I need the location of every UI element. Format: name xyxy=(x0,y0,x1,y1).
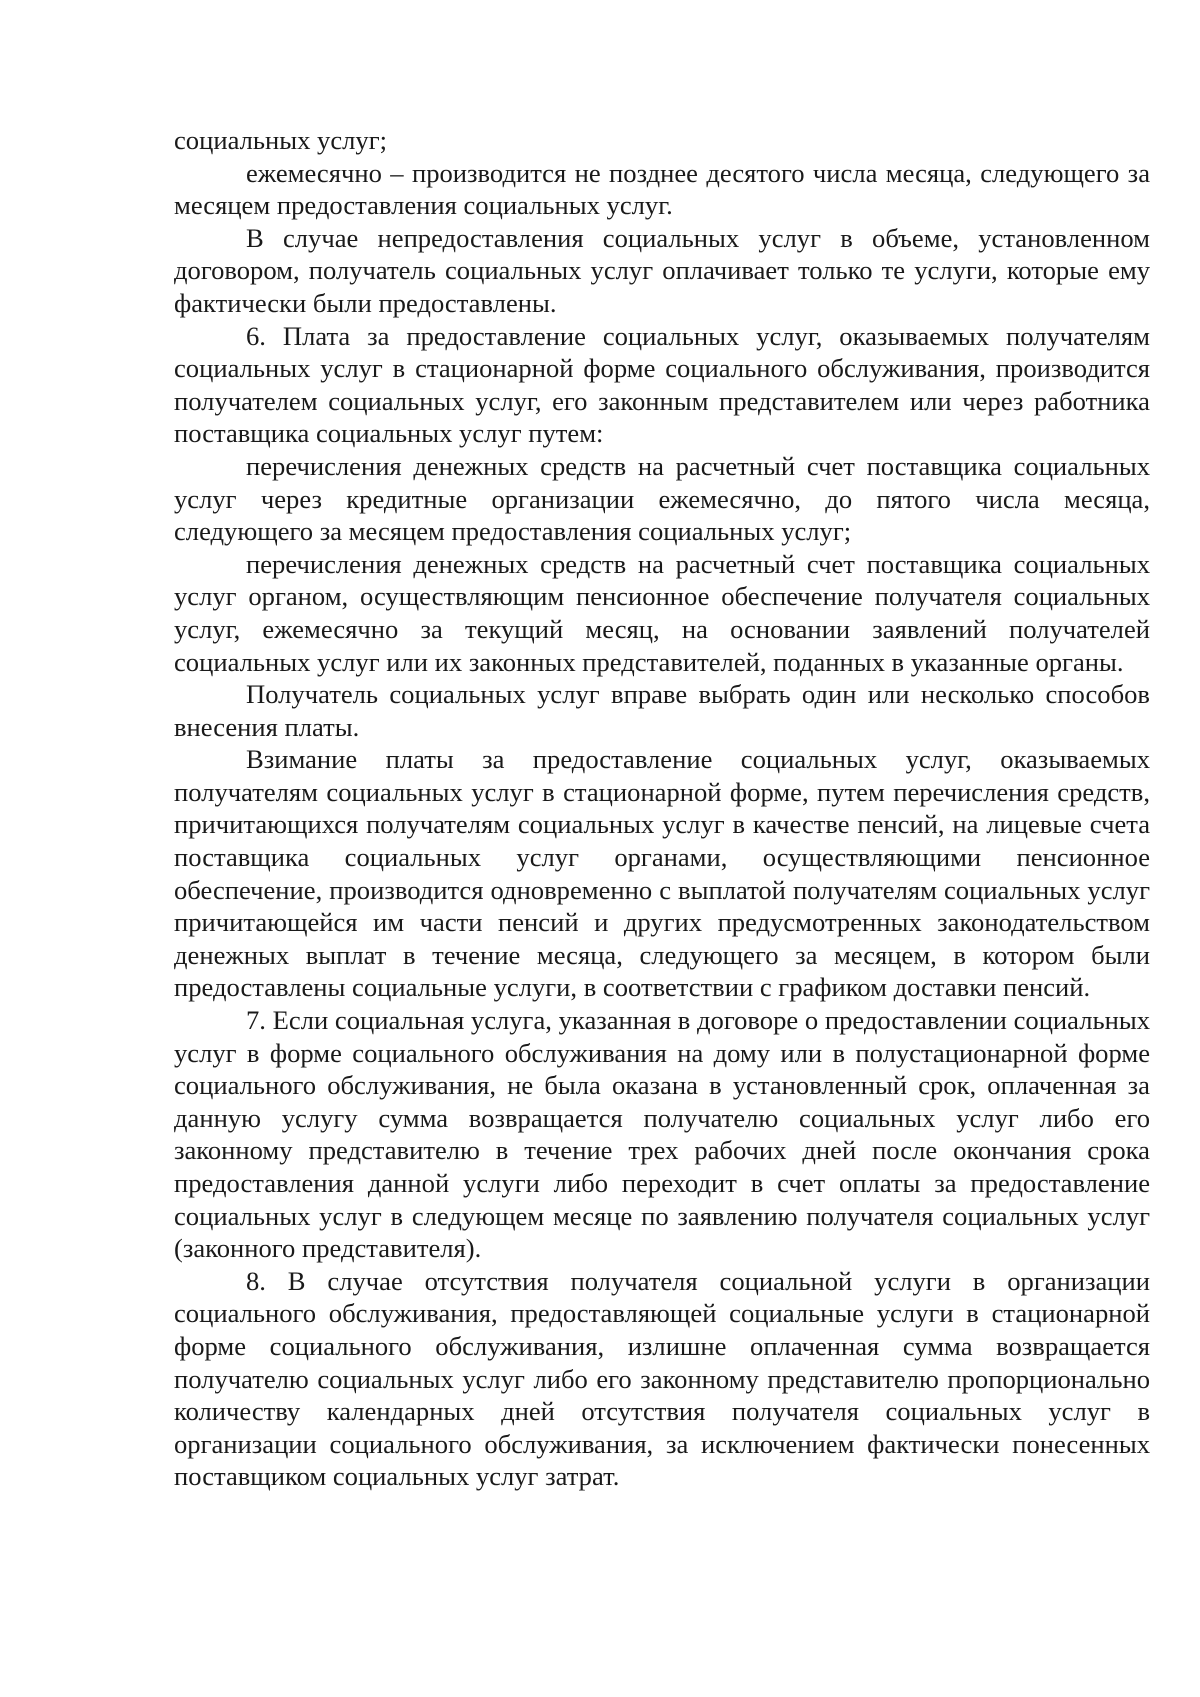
paragraph-partial-services: В случае непредоставления социальных услуг в объеме, установленном договором, получатель социальных услуг оплачивает только те услуги, которые ему фактически были предоставлены. xyxy=(174,222,1150,318)
document-body xyxy=(174,124,1150,1493)
paragraph-transfer-credit-org: перечисления денежных средств на расчетный счет поставщика социальных услуг через кредитные организации ежемесячно, до пятого числа месяца, следующего за месяцем предоставления социальных услуг; xyxy=(174,450,1150,547)
paragraph-transfer-pension-body: перечисления денежных средств на расчетный счет поставщика социальных услуг органом, осуществляющим пенсионное обеспечение получателя социальных услуг, ежемесячно за текущий месяц, на основании заявлений получателей социальных услуг или их законных представителей, поданных в указанные органы. xyxy=(174,548,1150,677)
paragraph-continuation: социальных услуг; xyxy=(174,125,388,155)
paragraph-item-6: 6. Плата за предоставление социальных услуг, оказываемых получателям социальных услуг в стационарной форме социального обслуживания, производится получателем социальных услуг, его законным представителем или через работника поставщика социальных услуг путем: xyxy=(174,320,1150,449)
paragraph-item-7: 7. Если социальная услуга, указанная в договоре о предоставлении социальных услуг в форме социального обслуживания на дому или в полустационарной форме социального обслуживания, не была оказана в установленный срок, оплаченная за данную услугу сумма возвращается получателю социальных услуг либо его законному представителю в течение трех рабочих дней после окончания срока предоставления данной услуги либо переходит в счет оплаты за предоставление социальных услуг в следующем месяце по заявлению получателя социальных услуг (законного представителя). xyxy=(174,1005,1150,1264)
paragraph-item-8: 8. В случае отсутствия получателя социальной услуги в организации социального обслуживания, предоставляющей социальные услуги в стационарной форме социального обслуживания, излишне оплаченная сумма возвращается получателю социальных услуг либо его законному представителю пропорционально количеству календарных дней отсутствия получателя социальных услуг в организации социального обслуживания, за исключением фактически понесенных поставщиком социальных услуг затрат. xyxy=(174,1265,1150,1492)
paragraph-payment-methods: Получатель социальных услуг вправе выбрать один или несколько способов внесения платы. xyxy=(174,679,1150,742)
paragraph-monthly-payment: ежемесячно – производится не позднее десятого числа месяца, следующего за месяцем предоставления социальных услуг. xyxy=(174,157,1150,221)
paragraph-pension-collection: Взимание платы за предоставление социальных услуг, оказываемых получателям социальных услуг в стационарной форме, путем перечисления средств, причитающихся получателям социальных услуг в качестве пенсий, на лицевые счета поставщика социальных услуг органами, осуществляющими пенсионное обеспечение, производится одновременно с выплатой получателям социальных услуг причитающейся им части пенсий и других предусмотренных законодательством денежных выплат в течение месяца, следующего за месяцем, в котором были предоставлены социальные услуги, в соответствии с графиком доставки пенсий. xyxy=(174,744,1150,1003)
